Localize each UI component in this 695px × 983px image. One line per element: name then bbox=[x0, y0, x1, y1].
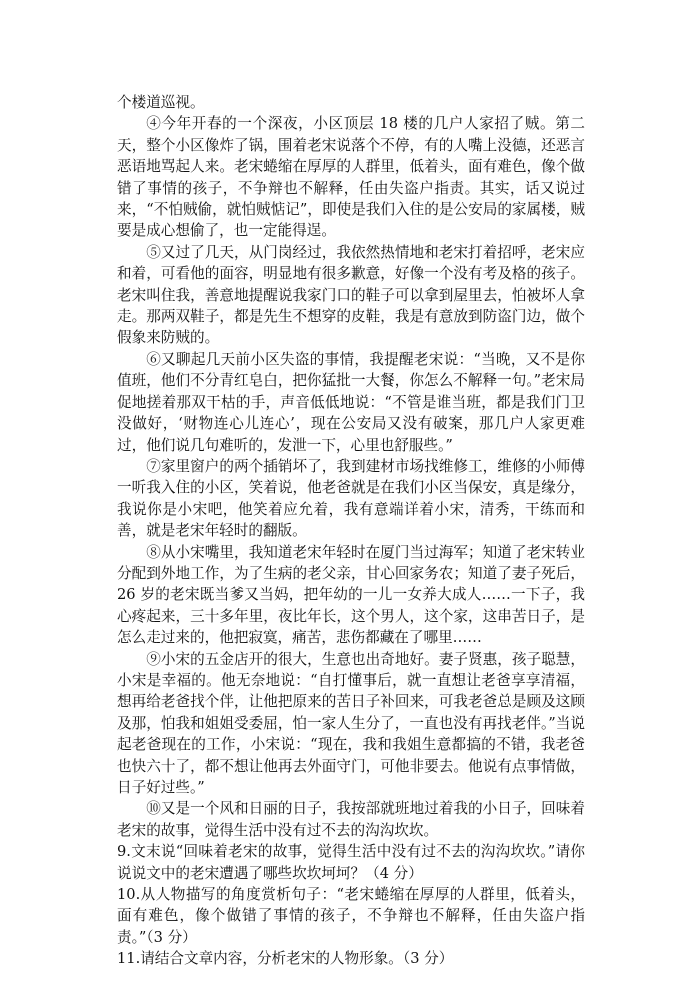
paragraph-9: ⑨小宋的五金店开的很大，生意也出奇地好。妻子贤惠，孩子聪慧，小宋是幸福的。他无奈地说：“自打懂事后，就一直想让老爸享享清福，想再给老爸找个伴，让他把原来的苦日子补回来，可我老爸总是顾及这顾及那，怕我和姐姐受委屈，怕一家人生分了，一直也没有再找老伴。”当说起老爸现在的工作，小宋说：“现在，我和我姐生意都搞的不错，我老爸也快六十了，都不想让他再去外面守门，可他非要去。他说有点事情做，日子好过些。” bbox=[117, 650, 585, 796]
paragraph-5: ⑤又过了几天，从门岗经过，我依然热情地和老宋打着招呼，老宋应和着，可看他的面容，明显地有很多歉意，好像一个没有考及格的孩子。老宋叫住我，善意地提醒说我家门口的鞋子可以拿到屋里去，怕被坏人拿走。那两双鞋子，都是先生不想穿的皮鞋，我是有意放到防盗门边，做个假象来防贼的。 bbox=[117, 243, 585, 347]
paragraph-7: ⑦家里窗户的两个插销坏了，我到建材市场找维修工，维修的小师傅一听我入住的小区，笑着说，他老爸就是在我们小区当保安，真是缘分，我说你是小宋吧，他笑着应允着，我有意端详着小宋，清秀，干练而和善，就是老宋年轻时的翻版。 bbox=[117, 457, 585, 540]
question-9: 9.文末说“回味着老宋的故事，觉得生活中没有过不去的沟沟坎坎。”请你说说文中的老宋遭遇了哪些坎坎坷坷？（4 分） bbox=[117, 843, 585, 882]
paragraph-10: ⑩又是一个风和日丽的日子，我按部就班地过着我的小日子，回味着老宋的故事，觉得生活中没有过不去的沟沟坎坎。 bbox=[117, 800, 585, 839]
paragraph-8: ⑧从小宋嘴里，我知道老宋年轻时在厦门当过海军；知道了老宋转业分配到外地工作，为了生病的老父亲，甘心回家务农；知道了妻子死后，26 岁的老宋既当爹又当妈，把年幼的一儿一女养大成人……一下子，我心疼起来，三十多年里，夜比年长，这个男人，这个家，这串苦日子，是怎么走过来的，他把寂寞，痛苦，悲伤都藏在了哪里…… bbox=[117, 543, 585, 647]
question-11: 11.请结合文章内容，分析老宋的人物形象。（3 分） bbox=[117, 950, 454, 968]
question-10: 10.从人物描写的角度赏析句子：“老宋蜷缩在厚厚的人群里，低着头，面有难色，像个做错了事情的孩子，不争辩也不解释，任由失盗户指责。”（3 分） bbox=[117, 886, 585, 946]
article-body bbox=[117, 92, 585, 970]
paragraph-6: ⑥又聊起几天前小区失盗的事情，我提醒老宋说：“当晚，又不是你值班，他们不分青红皂白，把你猛批一大餐，你怎么不解释一句。”老宋局促地搓着那双干枯的手，声音低低地说：“不管是谁当班，都是我们门卫没做好，‘财物连心儿连心’，现在公安局又没有破案，那几户人家更难过，他们说几句难听的，发泄一下，心里也舒服些。” bbox=[117, 350, 585, 454]
paragraph-continuation: 个楼道巡视。 bbox=[117, 94, 205, 111]
paragraph-4: ④今年开春的一个深夜，小区顶层 18 楼的几户人家招了贼。第二天，整个小区像炸了锅，围着老宋说落个不停，有的人嘴上没德，还恶言恶语地骂起人来。老宋蜷缩在厚厚的人群里，低着头，面有难色，像个做错了事情的孩子，不争辩也不解释，任由失盗户指责。其实，话又说过来，“不怕贼偷，就怕贼惦记”，即使是我们入住的是公安局的家属楼，贼要是成心想偷了，也一定能得逞。 bbox=[117, 115, 585, 240]
